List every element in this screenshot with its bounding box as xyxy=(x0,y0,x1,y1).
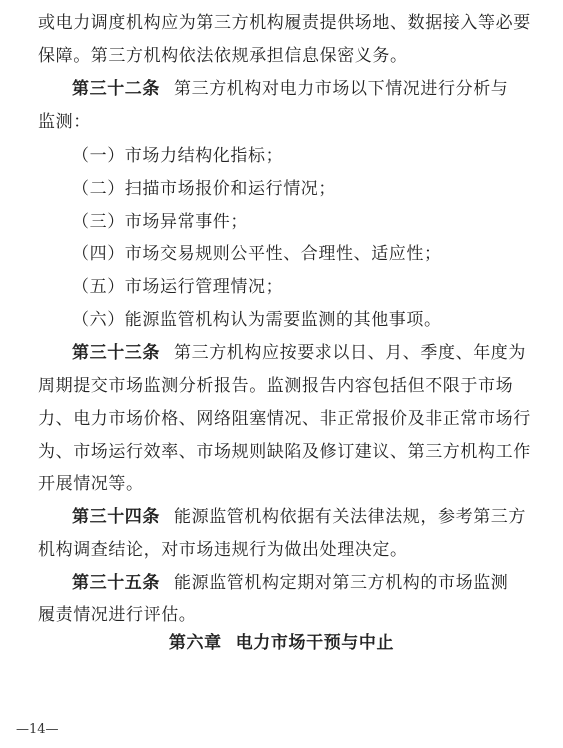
list-item: （二）扫描市场报价和运行情况； xyxy=(72,179,336,199)
article-33-number: 第三十三条 xyxy=(72,343,160,363)
chapter-heading xyxy=(0,632,563,654)
list-item: （六）能源监管机构认为需要监测的其他事项。 xyxy=(72,310,442,330)
article-35-number: 第三十五条 xyxy=(72,573,160,593)
paragraph-line: 保障。第三方机构依法依规承担信息保密义务。 xyxy=(38,46,408,66)
paragraph-line: 第三方机构应按要求以日、月、季度、年度为 xyxy=(174,343,526,363)
article-35-heading xyxy=(72,572,563,594)
list-item: （四）市场交易规则公平性、合理性、适应性； xyxy=(72,244,442,264)
article-34-number: 第三十四条 xyxy=(72,507,160,527)
chapter-number: 第六章 xyxy=(168,633,222,653)
paragraph-line: 力、电力市场价格、网络阻塞情况、非正常报价及非正常市场行 xyxy=(38,409,531,429)
paragraph-line: 开展情况等。 xyxy=(38,474,144,494)
paragraph-line: 第三方机构对电力市场以下情况进行分析与 xyxy=(174,79,509,99)
article-33-heading xyxy=(72,342,563,364)
list-item: （五）市场运行管理情况； xyxy=(72,277,284,297)
article-32-number: 第三十二条 xyxy=(72,79,160,99)
article-32-heading xyxy=(72,78,563,100)
paragraph-line: 履责情况进行评估。 xyxy=(38,605,197,625)
page-number: —14— xyxy=(16,722,59,737)
paragraph-line: 能源监管机构定期对第三方机构的市场监测 xyxy=(174,573,509,593)
paragraph-line: 或电力调度机构应为第三方机构履责提供场地、数据接入等必要 xyxy=(38,13,531,33)
article-34-heading xyxy=(72,506,563,528)
paragraph-line: 监测： xyxy=(38,112,91,132)
list-item: （三）市场异常事件； xyxy=(72,212,248,232)
list-item: （一）市场力结构化指标； xyxy=(72,146,284,166)
chapter-title: 电力市场干预与中止 xyxy=(235,633,395,653)
paragraph-line: 机构调查结论，对市场违规行为做出处理决定。 xyxy=(38,540,408,560)
paragraph-line: 为、市场运行效率、市场规则缺陷及修订建议、第三方机构工作 xyxy=(38,442,531,462)
paragraph-line: 能源监管机构依据有关法律法规，参考第三方 xyxy=(174,507,526,527)
paragraph-line: 周期提交市场监测分析报告。监测报告内容包括但不限于市场 xyxy=(38,376,514,396)
